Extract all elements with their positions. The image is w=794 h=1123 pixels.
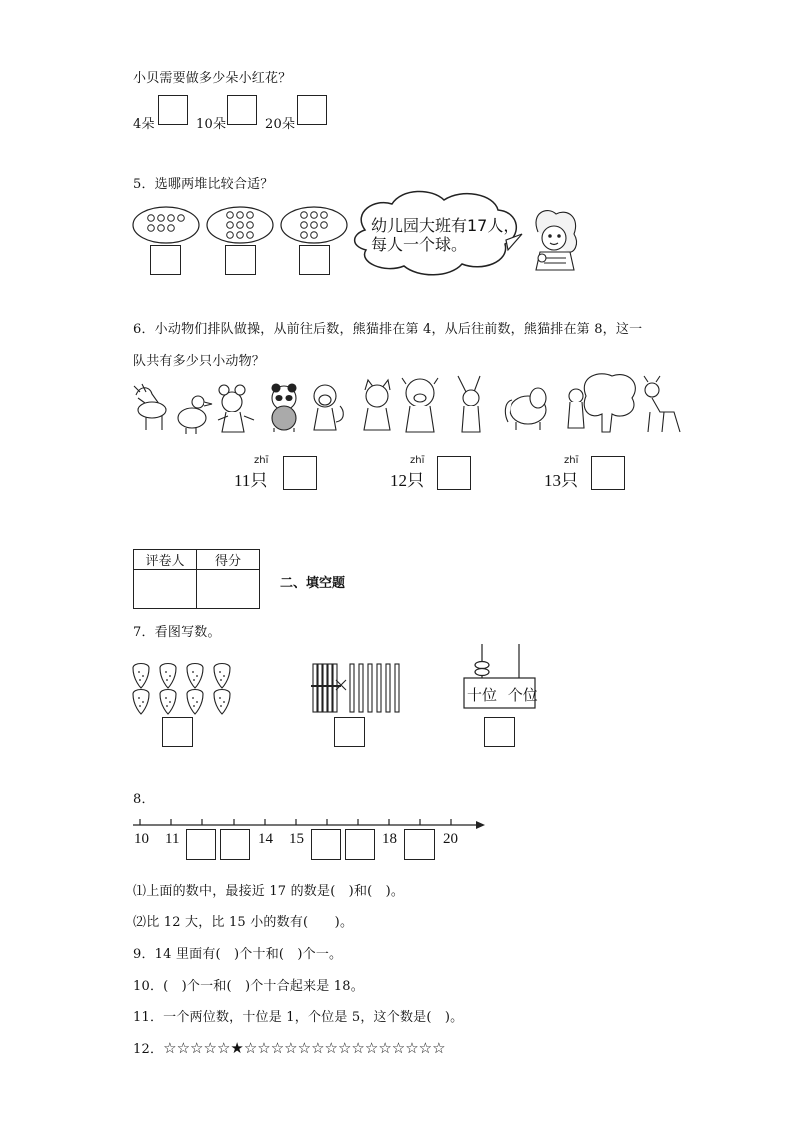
q8-box-12[interactable] — [186, 829, 216, 860]
q8-sub-2: ⑵比 12 大，比 15 小的数有( )。 — [133, 915, 354, 930]
q8-box-16[interactable] — [311, 829, 341, 860]
tick-label-20: 20 — [443, 831, 458, 847]
q8-box-13[interactable] — [220, 829, 250, 860]
section-title: 二、填空题 — [280, 576, 346, 591]
q9-question: 9．14 里面有( )个十和( )个一。 — [133, 947, 343, 962]
tick-label-14: 14 — [258, 831, 273, 847]
q11-question: 11．一个两位数，十位是 1，个位是 5，这个数是( )。 — [133, 1010, 464, 1025]
tick-label-10: 10 — [134, 831, 149, 847]
q6-option-2: 12只 — [390, 471, 424, 490]
q8-box-17[interactable] — [345, 829, 375, 860]
q4-question: 小贝需要做多少朵小红花？ — [133, 71, 292, 86]
q6-option-1: 11只 — [234, 471, 268, 490]
q4-option-3: 20朵 — [265, 117, 296, 132]
q12-number: 12． — [133, 1042, 164, 1057]
score-header: 得分 — [197, 550, 260, 570]
q7-question: 7．看图写数。 — [133, 625, 221, 640]
q6-pinyin-2: zhī — [410, 455, 425, 466]
tick-label-18: 18 — [382, 831, 397, 847]
abacus-tens-label: 十位 — [467, 686, 498, 704]
q10-question: 10．( )个一和( )个十合起来是 18。 — [133, 979, 364, 994]
q6-question-line-2: 队共有多少只小动物？ — [133, 354, 266, 369]
abacus-ones-label: 个位 — [507, 686, 538, 704]
speech-line-2: 每人一个球。 — [371, 235, 468, 254]
q4-option-2: 10朵 — [196, 117, 227, 132]
tick-label-15: 15 — [289, 831, 304, 847]
q12-stars: ☆☆☆☆☆★☆☆☆☆☆☆☆☆☆☆☆☆☆☆☆ — [163, 1039, 446, 1057]
q6-question-line-1: 6．小动物们排队做操，从前往后数，熊猫排在第 4，从后往前数，熊猫排在第 8，这一 — [133, 322, 643, 337]
reviewer-header: 评卷人 — [134, 550, 197, 570]
q6-option-3: 13只 — [544, 471, 578, 490]
q6-pinyin-1: zhī — [254, 455, 269, 466]
q4-option-1: 4朵 — [133, 117, 155, 132]
q8-number: 8． — [133, 792, 155, 807]
q8-box-19[interactable] — [404, 829, 435, 860]
tick-label-11: 11 — [165, 831, 180, 847]
q5-question: 5．选哪两堆比较合适？ — [133, 177, 274, 192]
q6-pinyin-3: zhī — [564, 455, 579, 466]
q8-sub-1: ⑴上面的数中，最接近 17 的数是( )和( )。 — [133, 884, 405, 899]
speech-line-1: 幼儿园大班有17人， — [371, 216, 520, 235]
q12-line — [133, 1038, 446, 1057]
